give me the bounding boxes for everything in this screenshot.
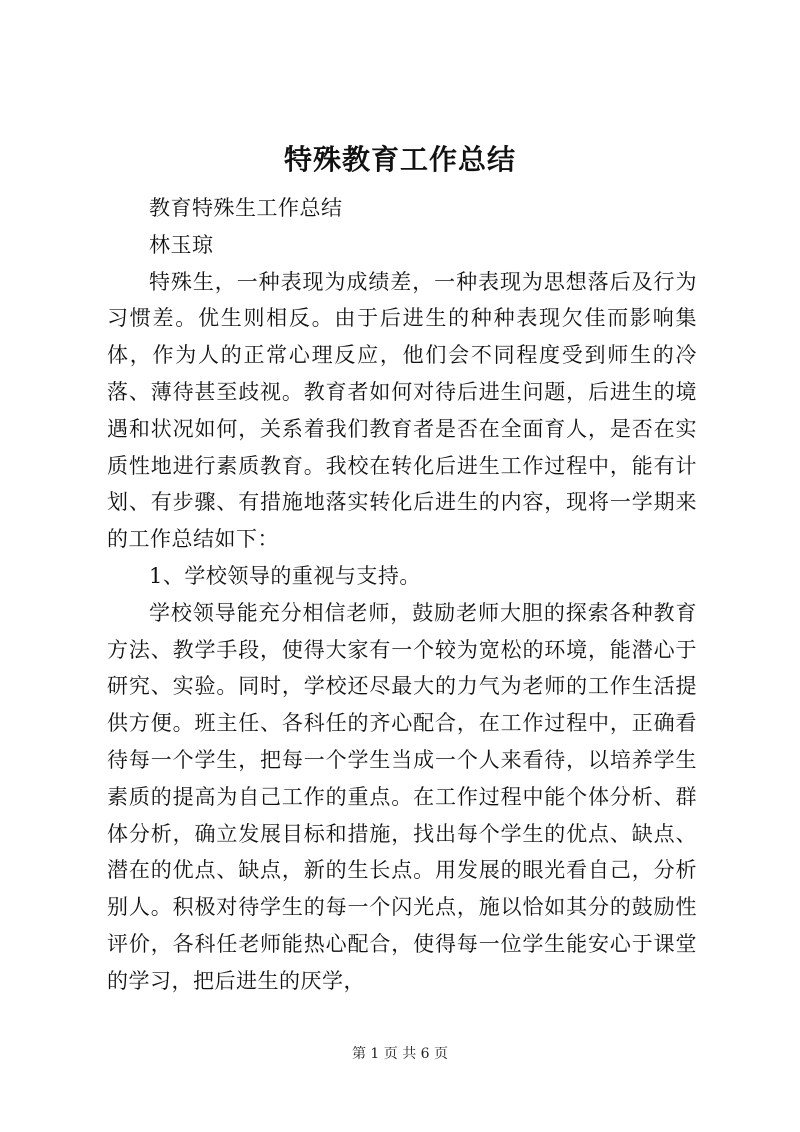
author-paragraph: 林玉琼 (149, 232, 214, 257)
document-body (107, 190, 697, 1000)
intro-paragraph: 特殊生，一种表现为成绩差，一种表现为思想落后及行为习惯差。优生则相反。由于后进生的种种表现欠佳而影响集体，作为人的正常心理反应，他们会不同程度受到师生的冷落、薄待甚至歧视。教育者如何对待后进生问题，后进生的境遇和状况如何，关系着我们教育者是否在全面育人，是否在实质性地进行素质教育。我校在转化后进生工作过程中，能有计划、有步骤、有措施地落实转化后进生的内容，现将一学期来的工作总结如下： (107, 269, 697, 552)
document-title: 特殊教育工作总结 (283, 143, 516, 176)
page-footer: 第 1 页 共 6 页 (351, 1046, 449, 1062)
section-heading-paragraph: 1、学校领导的重视与支持。 (149, 563, 421, 588)
section-body-paragraph: 学校领导能充分相信老师，鼓励老师大胆的探索各种教育方法、教学手段，使得大家有一个较为宽松的环境，能潜心于研究、实验。同时，学校还尽最大的力气为老师的工作生活提供方便。班主任、各科任的齐心配合，在工作过程中，正确看待每一个学生，把每一个学生当成一个人来看待，以培养学生素质的提高为自己工作的重点。在工作过程中能个体分析、群体分析，确立发展目标和措施，找出每个学生的优点、缺点、潜在的优点、缺点，新的生长点。用发展的眼光看自己，分析别人。积极对待学生的每一个闪光点，施以恰如其分的鼓励性评价，各科任老师能热心配合，使得每一位学生能安心于课堂的学习，把后进生的厌学， (107, 600, 697, 993)
subtitle-paragraph: 教育特殊生工作总结 (149, 196, 343, 220)
